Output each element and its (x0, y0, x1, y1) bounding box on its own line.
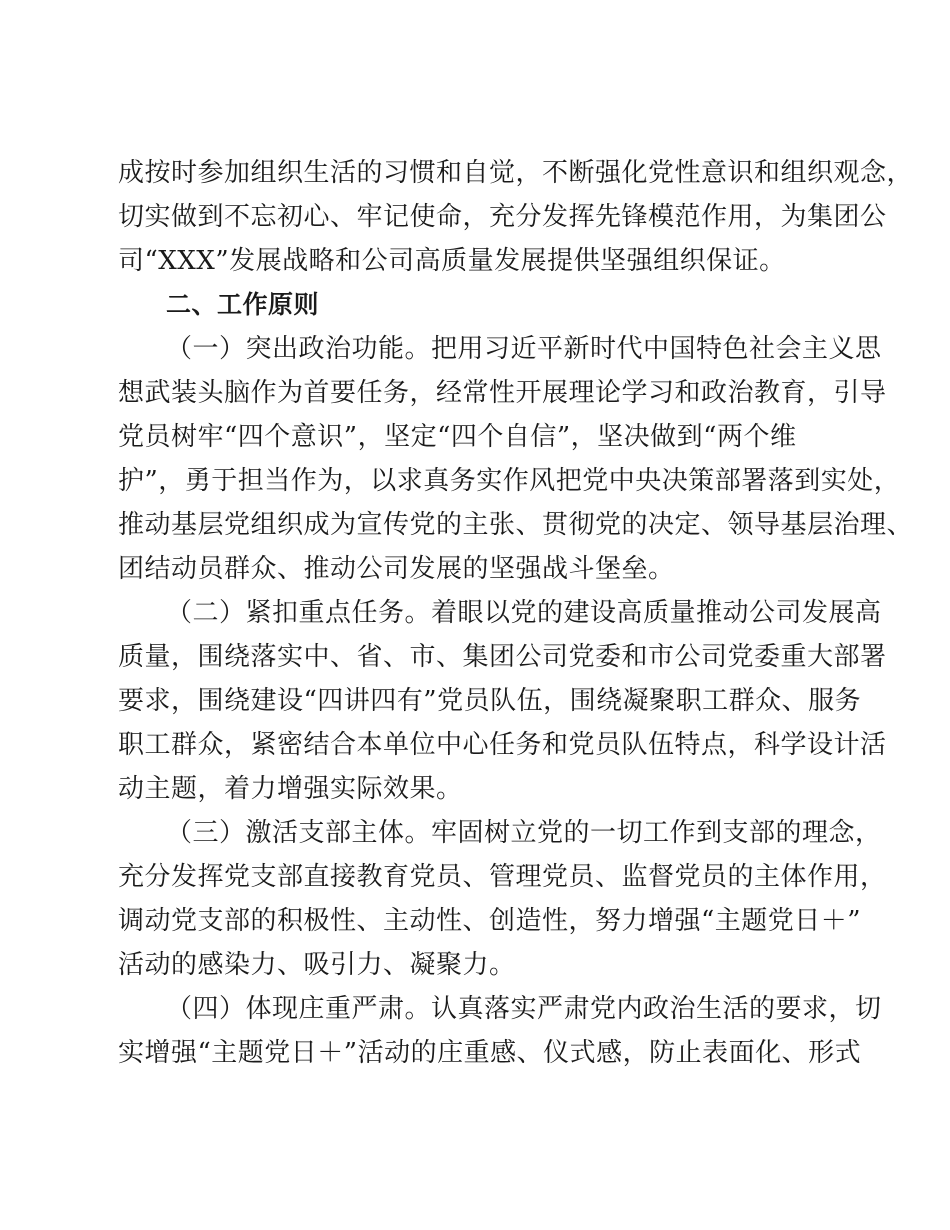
paragraph-line: 活动的感染力、吸引力、凝聚力。 (118, 950, 516, 980)
section-heading: 二、工作原则 (166, 290, 320, 319)
paragraph-line: （一）突出政治功能。把用习近平新时代中国特色社会主义思 (166, 334, 882, 364)
paragraph-line: 党员树牢“四个意识”，坚定“四个自信”，坚决做到“两个维 (118, 422, 797, 452)
paragraph-line: 推动基层党组织成为宣传党的主张、贯彻党的决定、领导基层治理、 (118, 510, 914, 540)
paragraph-line: 想武装头脑作为首要任务，经常性开展理论学习和政治教育，引导 (118, 378, 887, 408)
paragraph-line: 护”，勇于担当作为，以求真务实作风把党中央决策部署落到实处， (118, 466, 901, 496)
paragraph-line: 成按时参加组织生活的习惯和自觉，不断强化党性意识和组织观念， (118, 158, 914, 188)
paragraph-line: 动主题，着力增强实际效果。 (118, 774, 463, 804)
paragraph-line: 要求，围绕建设“四讲四有”党员队伍，围绕凝聚职工群众、服务 (118, 686, 862, 716)
paragraph-line: 切实做到不忘初心、牢记使命，充分发挥先锋模范作用，为集团公 (118, 202, 887, 232)
paragraph-line: 实增强“主题党日＋”活动的庄重感、仪式感，防止表面化、形式 (118, 1038, 862, 1068)
paragraph-line: 团结动员群众、推动公司发展的坚强战斗堡垒。 (118, 554, 675, 584)
paragraph-line: 司“XXX”发展战略和公司高质量发展提供坚强组织保证。 (118, 246, 786, 276)
paragraph-line: （二）紧扣重点任务。着眼以党的建设高质量推动公司发展高 (166, 598, 882, 628)
paragraph-line: （三）激活支部主体。牢固树立党的一切工作到支部的理念， (166, 818, 882, 848)
paragraph-line: 质量，围绕落实中、省、市、集团公司党委和市公司党委重大部署 (118, 642, 887, 672)
paragraph-line: 调动党支部的积极性、主动性、创造性，努力增强“主题党日＋” (118, 906, 862, 936)
paragraph-line: 充分发挥党支部直接教育党员、管理党员、监督党员的主体作用， (118, 862, 887, 892)
paragraph-line: （四）体现庄重严肃。认真落实严肃党内政治生活的要求，切 (166, 994, 882, 1024)
paragraph-line: 职工群众，紧密结合本单位中心任务和党员队伍特点，科学设计活 (118, 730, 887, 760)
